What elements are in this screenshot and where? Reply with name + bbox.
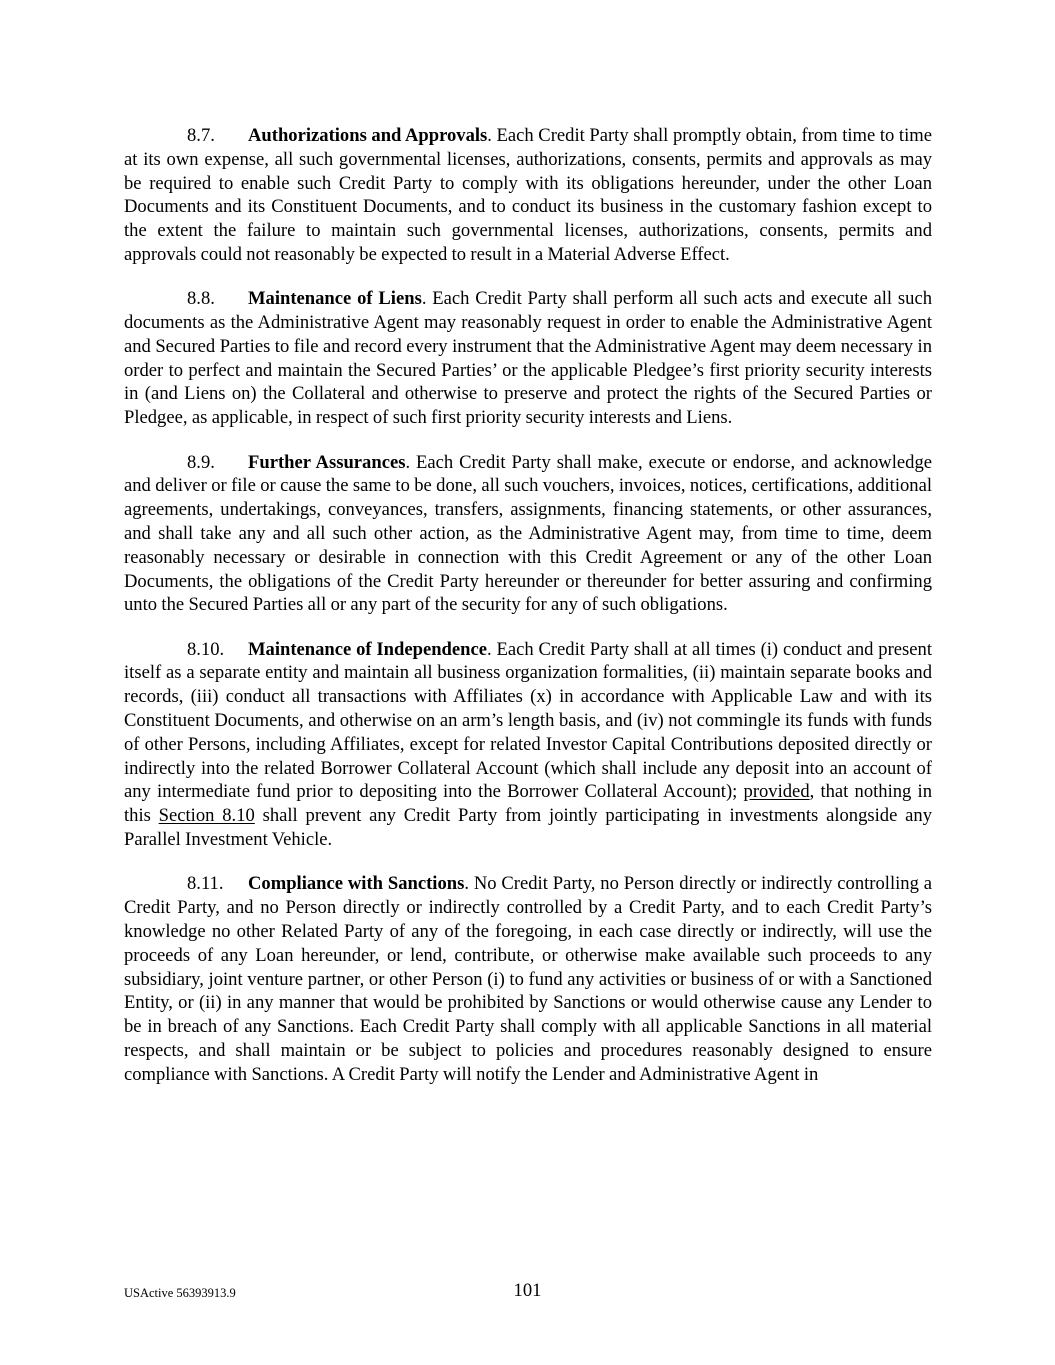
- document-id: USActive 56393913.9: [124, 1286, 236, 1300]
- section-number: 8.10.: [187, 638, 225, 660]
- section-number: 8.11.: [187, 873, 224, 895]
- section-number: 8.8.: [187, 288, 215, 310]
- section-body: . Each Credit Party shall promptly obtain, from time to time at its own expense, all such governmental licenses, authorizations, consents, permits and approvals as may be required to enable such Credit Party to comply with its obligations hereunder, under the other Loan Documents and its Constituent Documents, and to conduct its business in the customary fashion except to the extent the failure to maintain such governmental licenses, authorizations, consents, permits and approvals could not reasonably be expected to result in a Material Adverse Effect.: [124, 125, 932, 265]
- section-body: . Each Credit Party shall perform all such acts and execute all such documents as the Administrative Agent may reasonably request in order to enable the Administrative Agent and Secured Parties to file and record every instrument that the Administrative Agent may deem necessary in order to perfect and maintain the Secured Parties’ or the applicable Pledgee’s first priority security interests in (and Liens on) the Collateral and otherwise to preserve and protect the rights of the Secured Parties or Pledgee, as applicable, in respect of such first priority security interests and Liens.: [124, 288, 932, 429]
- section-reference: Section 8.10: [158, 805, 255, 827]
- section-heading: Compliance with Sanctions: [248, 873, 465, 895]
- section-heading: Maintenance of Independence: [248, 638, 487, 660]
- section-heading: Further Assurances: [248, 451, 406, 473]
- section-body: . Each Credit Party shall at all times (i) conduct and present itself as a separate entity and maintain all business organization formalities, (ii) maintain separate books and records, (iii) conduct all transactions with Affiliates (x) in accordance with Applicable Law and with its Constituent Documents, and otherwise on an arm’s length basis, and (iv) not commingle its funds with funds of other Persons, including Affiliates, except for related Investor Capital Contributions deposited directly or indirectly into the related Borrower Collateral Account (which shall include any deposit into an account of any intermediate fund prior to depositing into the Borrower Collateral Account);: [124, 638, 933, 803]
- section-body: . No Credit Party, no Person directly or indirectly controlling a Credit Party, and no Person directly or indirectly controlled by a Credit Party, and to each Credit Party’s knowledge no other Related Party of any of the foregoing, in each case directly or indirectly, will use the proceeds of any Loan hereunder, or lend, contribute, or otherwise make available such proceeds to any subsidiary, joint venture partner, or other Person (i) to fund any activities or business of or with a Sanctioned Entity, or (ii) in any manner that would be prohibited by Sanctions or would otherwise cause any Lender to be in breach of any Sanctions. Each Credit Party shall comply with all applicable Sanctions in all material respects, and shall maintain or be subject to policies and procedures reasonably designed to ensure compliance with Sanctions. A Credit Party will notify the Lender and Administrative Agent in: [124, 873, 932, 1085]
- section-body-end: shall prevent any Credit Party from jointly participating in investments alongside any Parallel Investment Vehicle.: [124, 805, 932, 851]
- section-8-7: [124, 124, 932, 267]
- section-heading: Authorizations and Approvals: [248, 125, 488, 146]
- provided-term: provided: [743, 781, 810, 803]
- section-8-9: [124, 451, 932, 618]
- section-body: . Each Credit Party shall make, execute or endorse, and acknowledge and deliver or file or cause the same to be done, all such vouchers, invoices, notices, certifications, additional agreements, undertakings, conveyances, transfers, assignments, financing statements, or other assurances, and shall take any and all such other action, as the Administrative Agent may, from time to time, deem reasonably necessary or desirable in connection with this Credit Agreement or any of the other Loan Documents, the obligations of the Credit Party hereunder or thereunder for better assuring and confirming unto the Secured Parties all or any part of the security for any of such obligations.: [124, 451, 932, 616]
- page-number: 101: [513, 1280, 542, 1301]
- section-8-10: [124, 638, 932, 852]
- section-number: 8.7.: [187, 125, 215, 146]
- section-8-8: [124, 287, 932, 430]
- section-number: 8.9.: [187, 451, 215, 473]
- section-8-11: [124, 872, 932, 1086]
- section-body-continued: , that nothing in this: [124, 781, 932, 827]
- document-page: [124, 124, 932, 1107]
- section-heading: Maintenance of Liens: [248, 288, 422, 310]
